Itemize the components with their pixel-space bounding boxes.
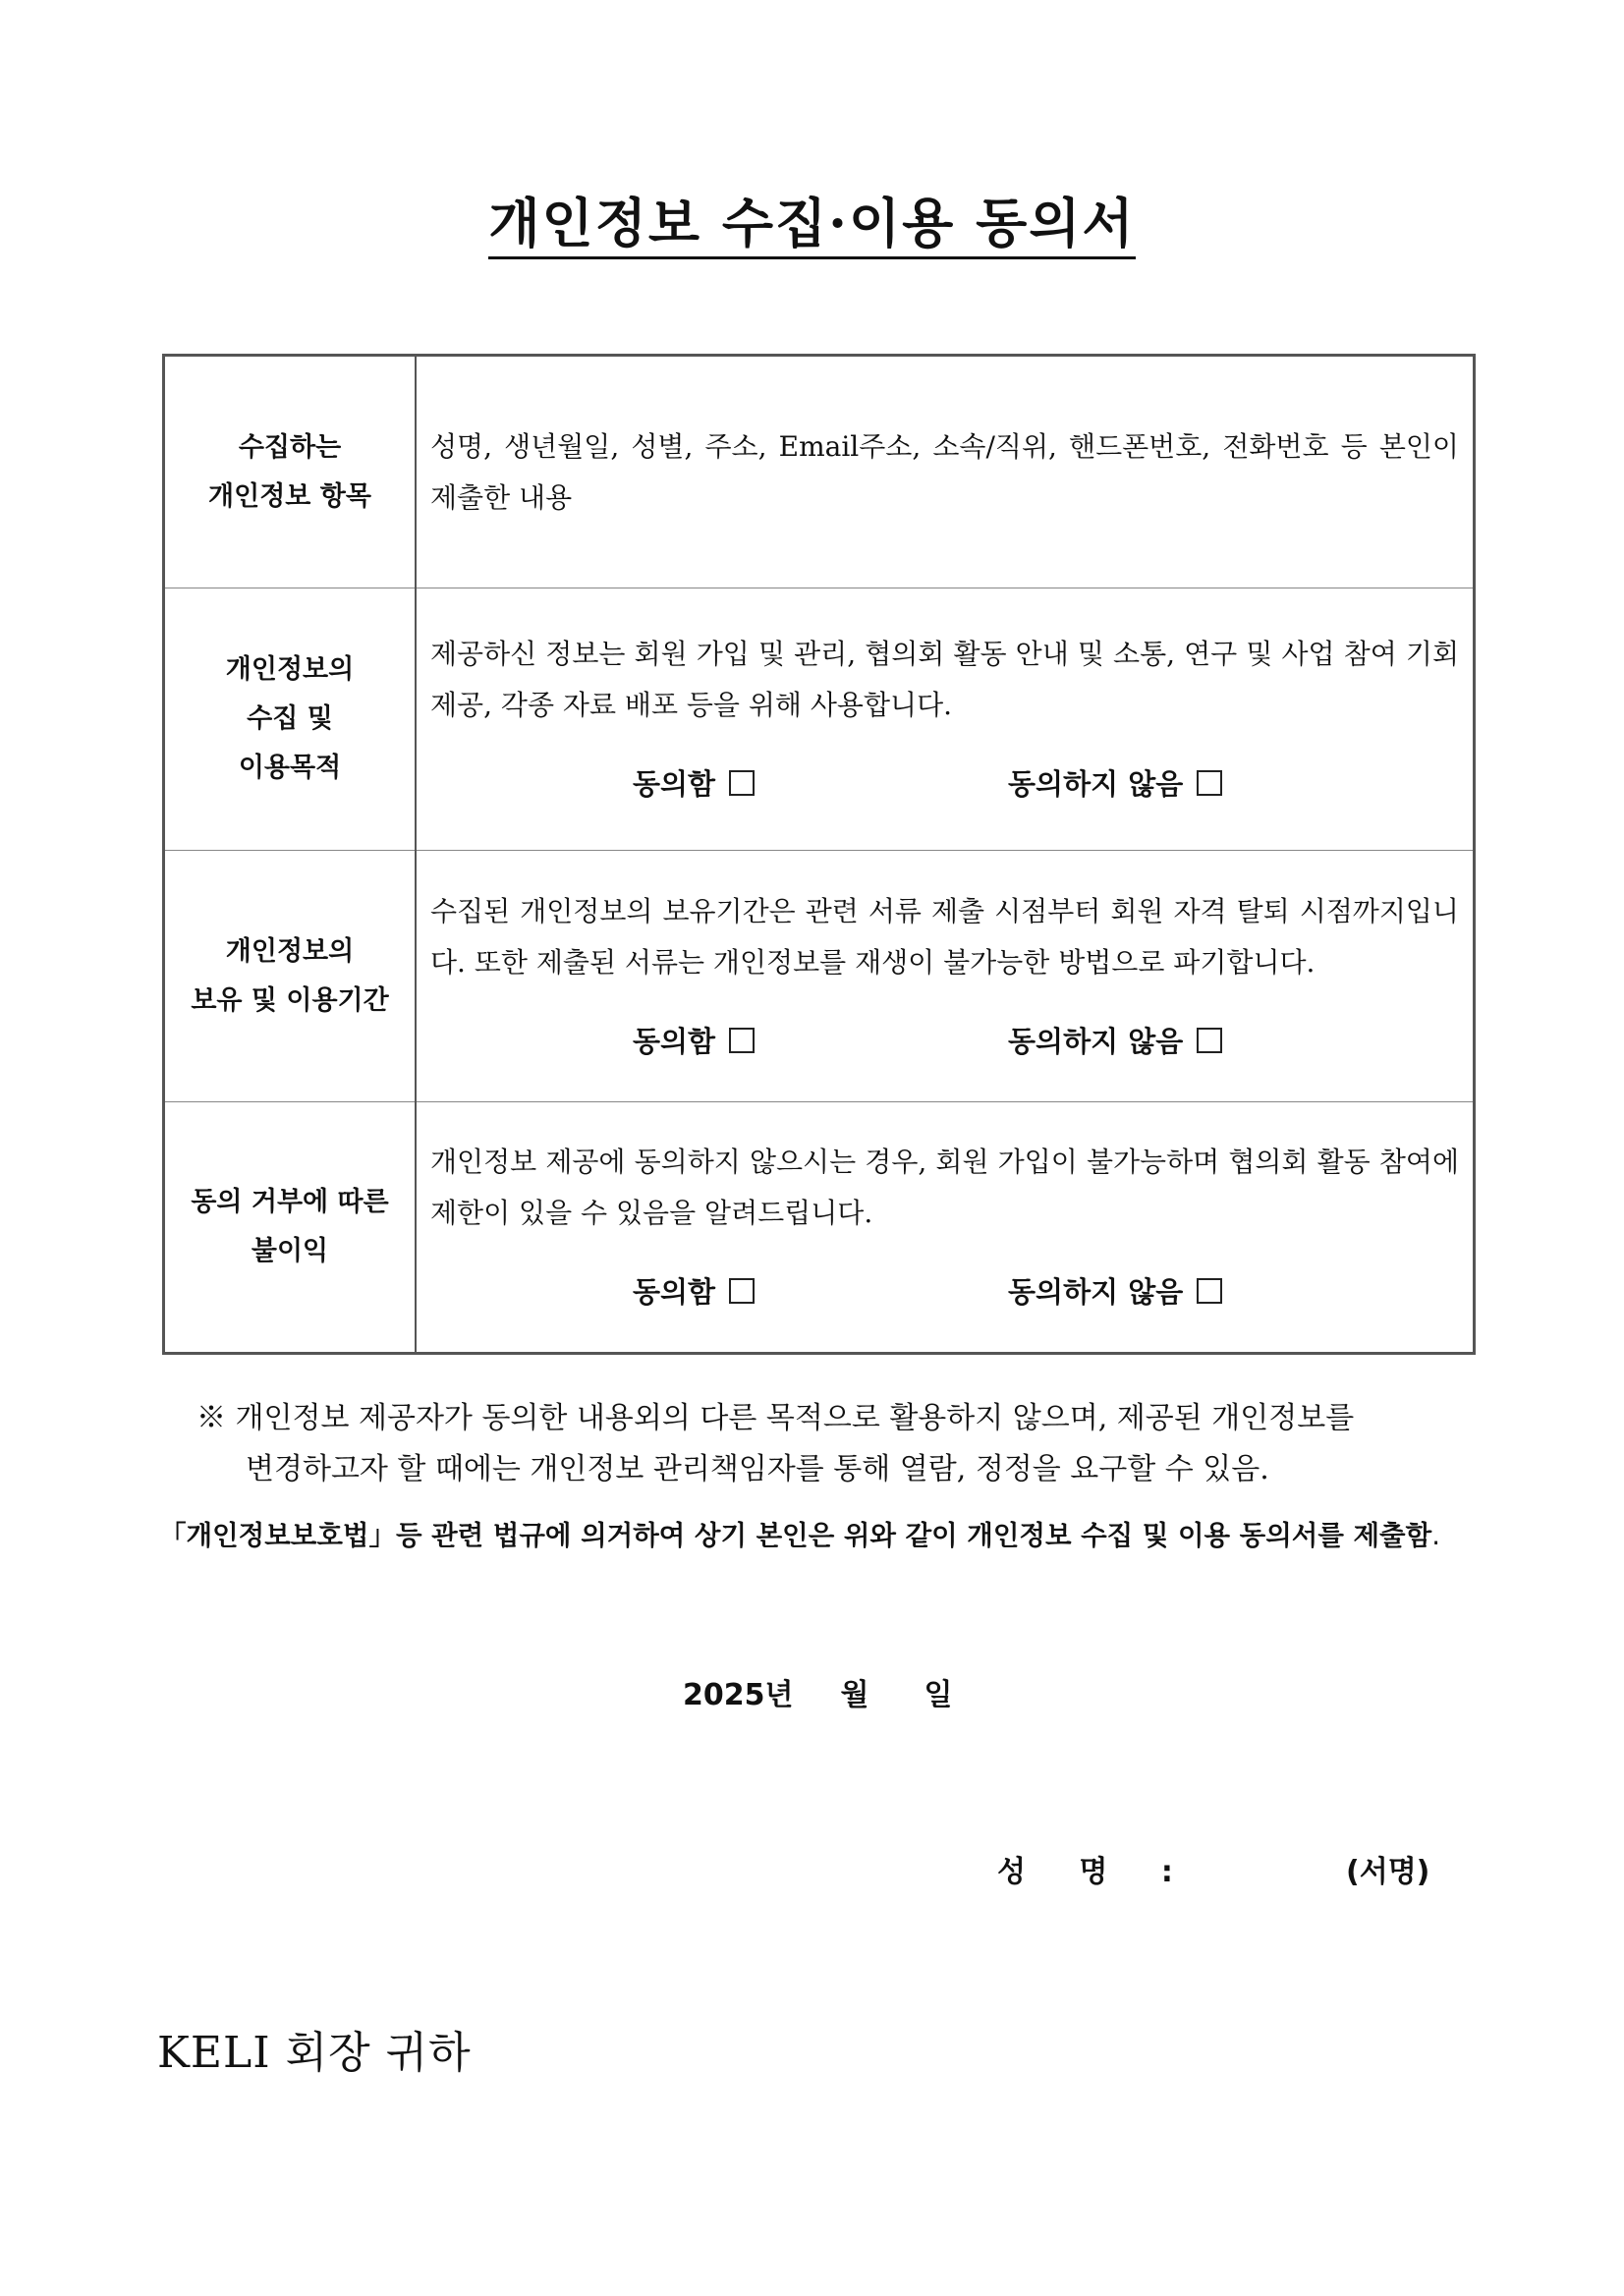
- agree-option[interactable]: 동의함: [633, 1266, 755, 1317]
- date-line: [683, 1670, 952, 1713]
- disagree-checkbox[interactable]: [1197, 1278, 1222, 1304]
- disagree-checkbox[interactable]: [1197, 770, 1222, 796]
- notice-line-2: 변경하고자 할 때에는 개인정보 관리책임자를 통해 열람, 정정을 요구할 수 있음.: [246, 1452, 1269, 1486]
- table-row: [164, 851, 1475, 1102]
- date-day[interactable]: 일: [924, 1678, 953, 1712]
- row-text: 수집된 개인정보의 보유기간은 관련 서류 제출 시점부터 회원 자격 탈퇴 시점까지입니다. 또한 제출된 서류는 개인정보를 재생이 불가능한 방법으로 파기합니다.: [430, 894, 1459, 979]
- row-content: [416, 1102, 1475, 1354]
- agree-option[interactable]: 동의함: [633, 758, 755, 810]
- disagree-option[interactable]: 동의하지 않음: [1008, 1016, 1222, 1067]
- row-content: [416, 356, 1475, 588]
- agree-options: [430, 1016, 1459, 1067]
- table-row: [164, 356, 1475, 588]
- addressee: KELI 회장 귀하: [157, 2028, 472, 2078]
- row-label: 개인정보의 보유 및 이용기간: [164, 851, 417, 1102]
- row-content: [416, 851, 1475, 1102]
- agree-options: [430, 758, 1459, 810]
- date-year: 2025년: [683, 1678, 794, 1712]
- row-text: 제공하신 정보는 회원 가입 및 관리, 협의회 활동 안내 및 소통, 연구 및 사업 참여 기회 제공, 각종 자료 배포 등을 위해 사용합니다.: [430, 638, 1459, 721]
- row-label: 개인정보의 수집 및 이용목적: [164, 588, 417, 851]
- agree-option[interactable]: 동의함: [633, 1016, 755, 1067]
- row-content: [416, 588, 1475, 851]
- date-month[interactable]: 월: [840, 1678, 869, 1712]
- table-row: [164, 588, 1475, 851]
- agree-options: [430, 1266, 1459, 1317]
- disagree-checkbox[interactable]: [1197, 1028, 1222, 1053]
- disagree-option[interactable]: 동의하지 않음: [1008, 758, 1222, 810]
- agree-checkbox[interactable]: [729, 1278, 755, 1304]
- signature-name-label: 성 명 :: [997, 1855, 1195, 1889]
- agree-checkbox[interactable]: [729, 770, 755, 796]
- agree-checkbox[interactable]: [729, 1028, 755, 1053]
- row-label: 수집하는 개인정보 항목: [164, 356, 417, 588]
- consent-table: [162, 354, 1476, 1355]
- disagree-option[interactable]: 동의하지 않음: [1008, 1266, 1222, 1317]
- row-label: 동의 거부에 따른 불이익: [164, 1102, 417, 1354]
- notice-text: [196, 1393, 1474, 1495]
- document-title: 개인정보 수집·이용 동의서: [0, 182, 1624, 257]
- row-text: 성명, 생년월일, 성별, 주소, Email주소, 소속/직위, 핸드폰번호, 전화번호 등 본인이 제출한 내용: [430, 429, 1459, 514]
- notice-line-1: ※ 개인정보 제공자가 동의한 내용외의 다른 목적으로 활용하지 않으며, 제공된 개인정보를: [196, 1401, 1355, 1435]
- legal-basis-statement: 「개인정보보호법」등 관련 법규에 의거하여 상기 본인은 위와 같이 개인정보 수집 및 이용 동의서를 제출함.: [159, 1520, 1440, 1551]
- signature-mark[interactable]: (서명): [1346, 1855, 1430, 1889]
- row-text: 개인정보 제공에 동의하지 않으시는 경우, 회원 가입이 불가능하며 협의회 활동 참여에 제한이 있을 수 있음을 알려드립니다.: [430, 1146, 1459, 1229]
- table-row: [164, 1102, 1475, 1354]
